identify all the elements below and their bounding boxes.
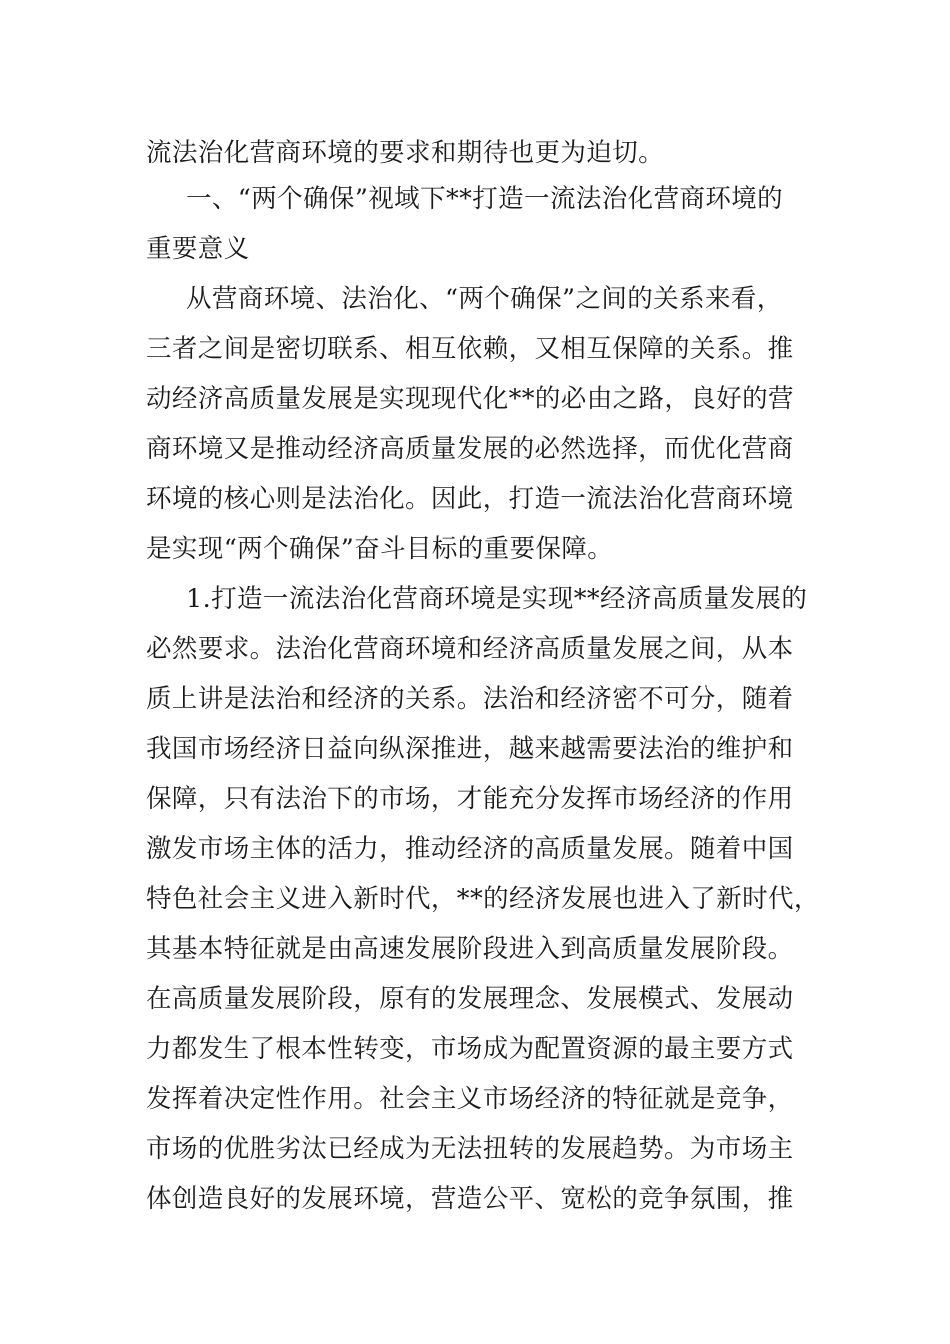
text-line-16: 特色社会主义进入新时代，**的经济发展也进入了新时代，	[146, 884, 820, 914]
text-line-19: 力都发生了根本性转变，市场成为配置资源的最主要方式	[146, 1034, 794, 1064]
text-line-7: 商环境又是推动经济高质量发展的必然选择，而优化营商	[146, 434, 794, 464]
text-line-14: 保障，只有法治下的市场，才能充分发挥市场经济的作用	[146, 784, 794, 814]
text-line-18: 在高质量发展阶段，原有的发展理念、发展模式、发展动	[146, 984, 794, 1014]
text-line-9: 是实现“两个确保”奋斗目标的重要保障。	[146, 534, 614, 564]
text-line-15: 激发市场主体的活力，推动经济的高质量发展。随着中国	[146, 834, 794, 864]
text-line-5: 三者之间是密切联系、相互依赖，又相互保障的关系。推	[146, 334, 794, 364]
text-line-1: 流法治化营商环境的要求和期待也更为迫切。	[146, 138, 665, 168]
section-heading-line-2: 重要意义	[146, 234, 250, 264]
text-line-22: 体创造良好的发展环境，营造公平、宽松的竞争氛围，推	[146, 1184, 794, 1214]
text-line-8: 环境的核心则是法治化。因此，打造一流法治化营商环境	[146, 484, 794, 514]
text-line-13: 我国市场经济日益向纵深推进，越来越需要法治的维护和	[146, 734, 794, 764]
section-heading-line-1: 一、“两个确保”视域下**打造一流法治化营商环境的	[186, 184, 784, 214]
text-line-12: 质上讲是法治和经济的关系。法治和经济密不可分，随着	[146, 684, 794, 714]
text-line-20: 发挥着决定性作用。社会主义市场经济的特征就是竞争，	[146, 1084, 794, 1114]
text-line-21: 市场的优胜劣汰已经成为无法扭转的发展趋势。为市场主	[146, 1134, 794, 1164]
text-line-6: 动经济高质量发展是实现现代化**的必由之路，良好的营	[146, 384, 794, 414]
text-line-4: 从营商环境、法治化、“两个确保”之间的关系来看，	[186, 284, 783, 314]
text-line-11: 必然要求。法治化营商环境和经济高质量发展之间，从本	[146, 634, 794, 664]
subheading-line-1: 1.打造一流法治化营商环境是实现**经济高质量发展的	[186, 584, 808, 614]
text-line-17: 其基本特征就是由高速发展阶段进入到高质量发展阶段。	[146, 934, 794, 964]
